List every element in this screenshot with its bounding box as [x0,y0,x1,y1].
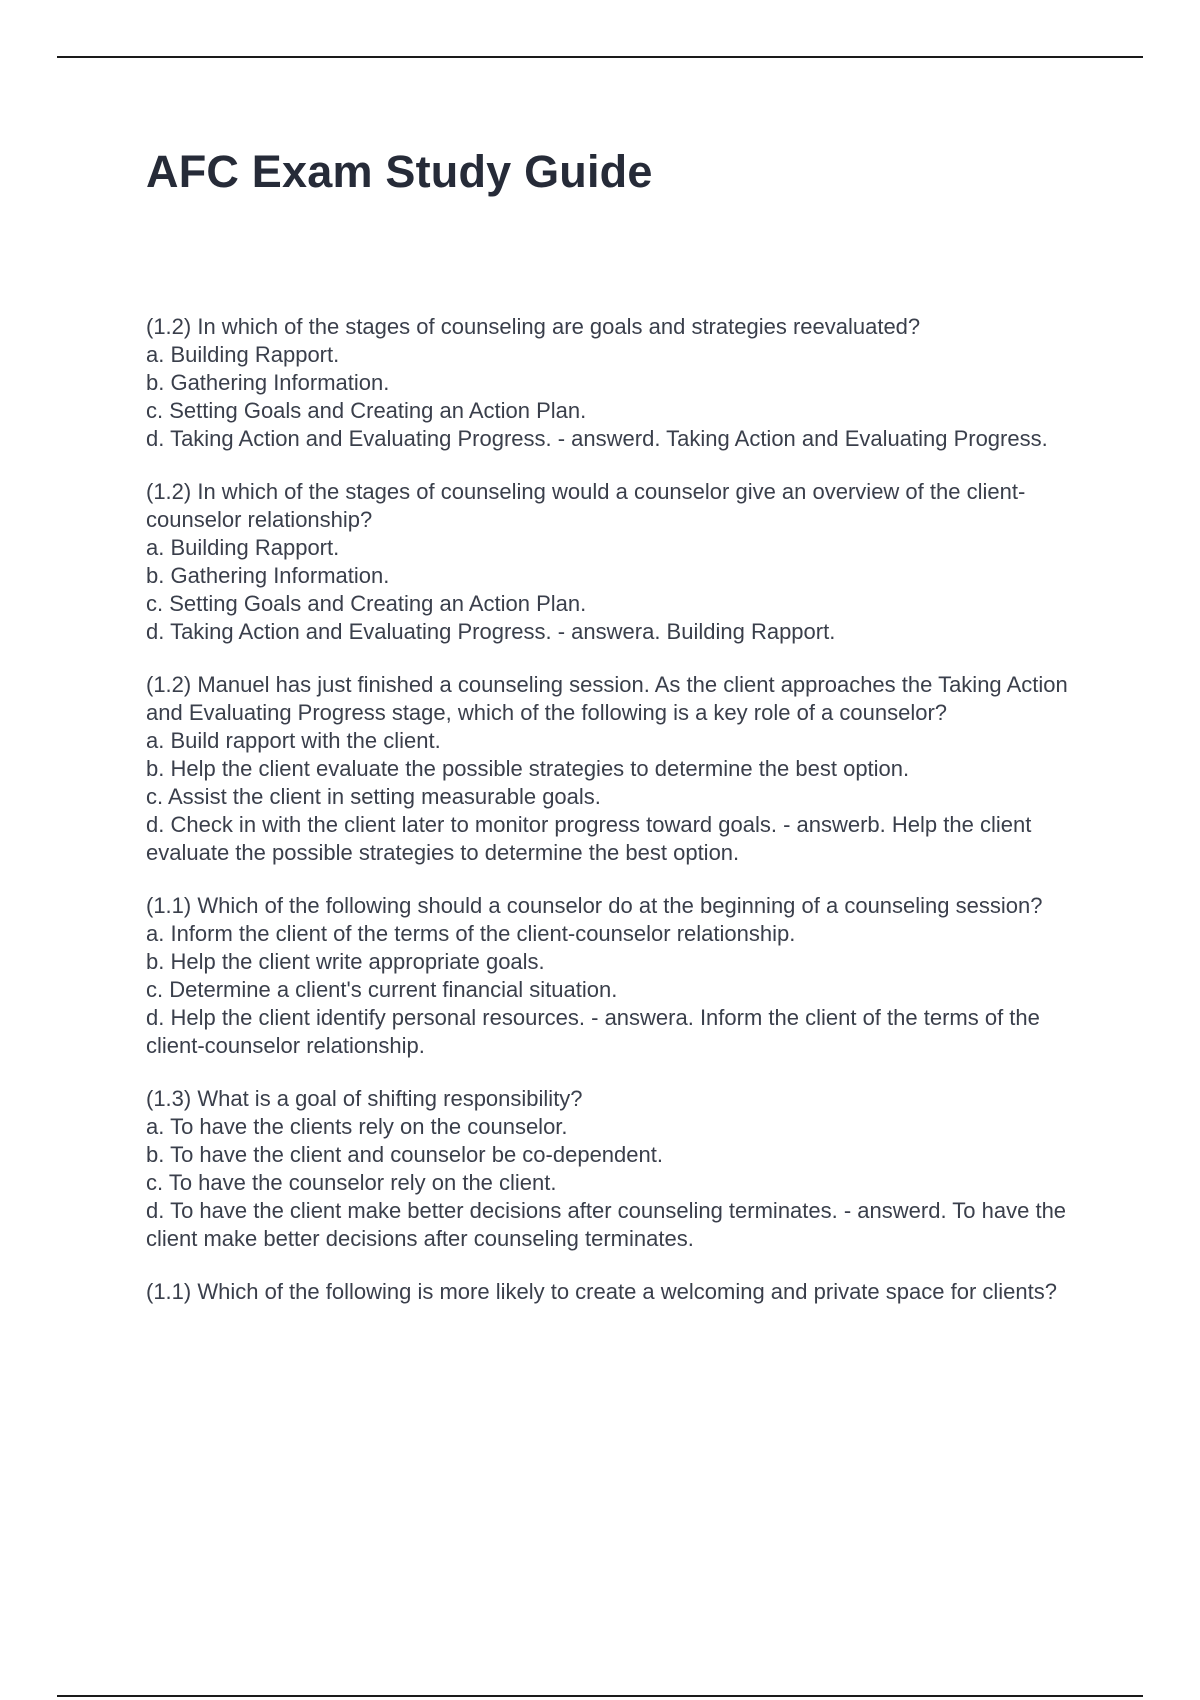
question-stem: (1.2) Manuel has just finished a counseling session. As the client approaches the Taking Action and Evaluating Progress stage, which of the following is a key role of a counselor? [146,672,1068,725]
answer-option: d. Help the client identify personal resources. - answera. Inform the client of the terms of the client-counselor relationship. [146,1005,1040,1058]
question-stem: (1.2) In which of the stages of counseling are goals and strategies reevaluated? [146,314,921,339]
answer-option: d. Taking Action and Evaluating Progress. - answerd. Taking Action and Evaluating Progress. [146,426,1048,451]
page-title: AFC Exam Study Guide [146,146,653,197]
question-list [146,313,1096,1331]
question-block [146,313,1096,453]
top-rule [57,56,1143,58]
answer-option: c. To have the counselor rely on the client. [146,1170,557,1195]
answer-option: c. Determine a client's current financial situation. [146,977,618,1002]
question-block [146,892,1096,1060]
bottom-rule [57,1695,1143,1697]
answer-option: d. To have the client make better decisions after counseling terminates. - answerd. To have the client make better decisions after counseling terminates. [146,1198,1067,1251]
answer-option: b. Gathering Information. [146,563,390,588]
question-stem: (1.1) Which of the following is more likely to create a welcoming and private space for clients? [146,1279,1057,1304]
answer-option: c. Setting Goals and Creating an Action Plan. [146,591,587,616]
question-stem: (1.3) What is a goal of shifting responsibility? [146,1086,583,1111]
answer-option: b. To have the client and counselor be co-dependent. [146,1142,663,1167]
answer-option: a. Building Rapport. [146,342,340,367]
question-block [146,478,1096,646]
answer-option: b. Gathering Information. [146,370,390,395]
answer-option: a. To have the clients rely on the counselor. [146,1114,568,1139]
question-stem: (1.1) Which of the following should a counselor do at the beginning of a counseling session? [146,893,1043,918]
question-block [146,1278,1096,1306]
answer-option: a. Inform the client of the terms of the client-counselor relationship. [146,921,796,946]
question-block [146,671,1096,867]
answer-option: d. Taking Action and Evaluating Progress. - answera. Building Rapport. [146,619,836,644]
question-stem: (1.2) In which of the stages of counseling would a counselor give an overview of the client-counselor relationship? [146,479,1026,532]
answer-option: b. Help the client write appropriate goals. [146,949,545,974]
answer-option: a. Building Rapport. [146,535,340,560]
answer-option: a. Build rapport with the client. [146,728,441,753]
answer-option: c. Assist the client in setting measurable goals. [146,784,601,809]
answer-option: c. Setting Goals and Creating an Action Plan. [146,398,587,423]
question-block [146,1085,1096,1253]
answer-option: d. Check in with the client later to monitor progress toward goals. - answerb. Help the client evaluate the possible strategies to determine the best option. [146,812,1032,865]
answer-option: b. Help the client evaluate the possible strategies to determine the best option. [146,756,910,781]
